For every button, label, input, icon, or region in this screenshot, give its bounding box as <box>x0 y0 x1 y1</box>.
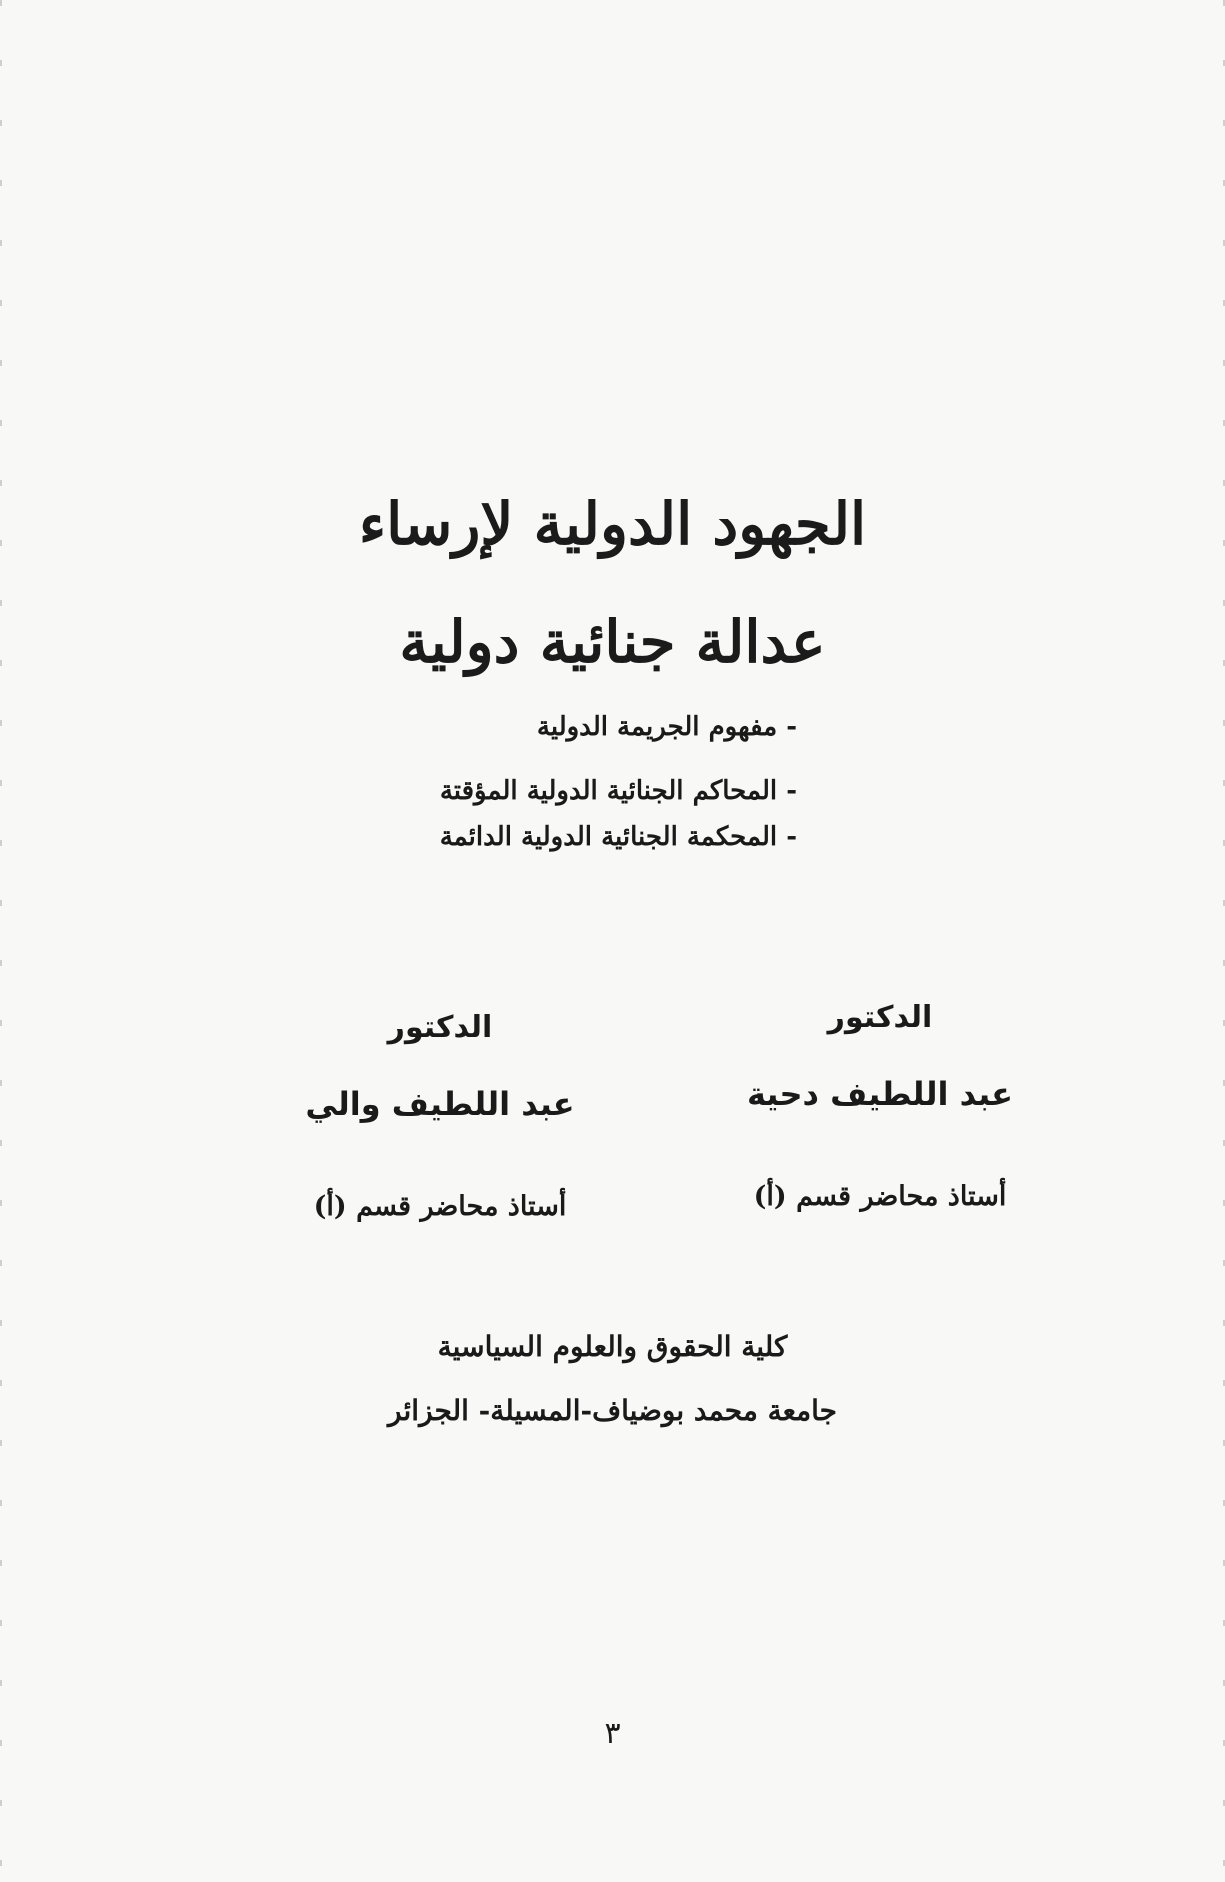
page-edge-left <box>0 0 2 1882</box>
topic-item: - مفهوم الجريمة الدولية <box>536 712 797 742</box>
author-title: الدكتور <box>827 1000 933 1035</box>
book-title-line-2: عدالة جنائية دولية <box>399 608 826 676</box>
author-block-2 <box>220 1010 660 1222</box>
topic-item: - المحكمة الجنائية الدولية الدائمة <box>439 822 797 852</box>
author-title: الدكتور <box>387 1010 493 1045</box>
author-block-1 <box>660 1000 1100 1212</box>
page-number: ٣ <box>604 1716 621 1751</box>
topic-item: - المحاكم الجنائية الدولية المؤقتة <box>439 776 797 806</box>
book-title-line-1: الجهود الدولية لإرساء <box>358 490 867 558</box>
faculty-name: كلية الحقوق والعلوم السياسية <box>437 1330 788 1363</box>
author-name: عبد اللطيف دحية <box>746 1075 1014 1113</box>
author-rank: أستاذ محاضر قسم (أ) <box>753 1181 1007 1212</box>
university-name: جامعة محمد بوضياف-المسيلة- الجزائر <box>388 1394 837 1427</box>
author-name: عبد اللطيف والي <box>305 1085 575 1123</box>
author-rank: أستاذ محاضر قسم (أ) <box>313 1191 567 1222</box>
